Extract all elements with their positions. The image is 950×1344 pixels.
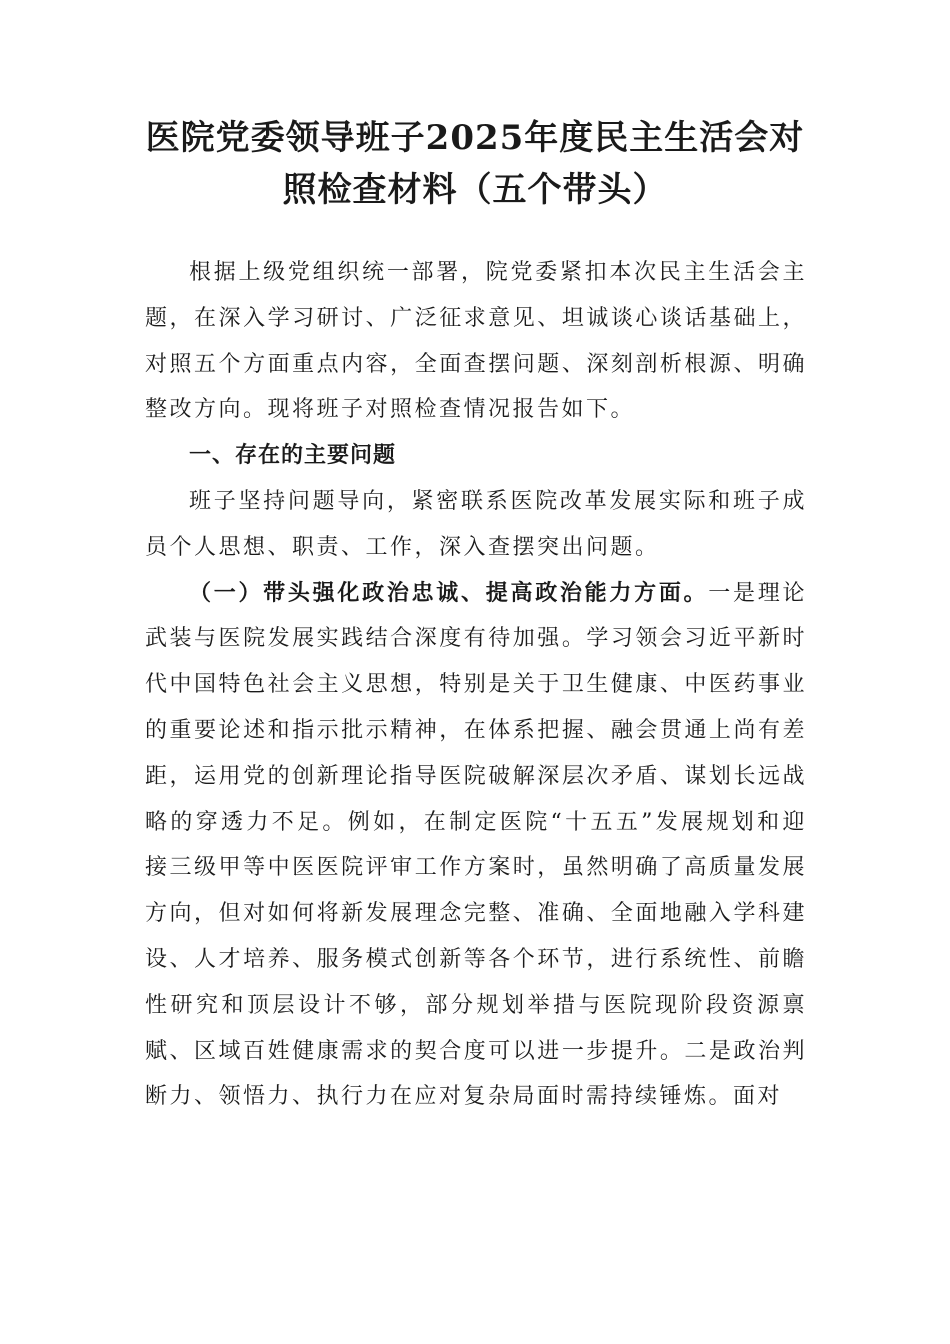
section-1-intro-paragraph: 班子坚持问题导向，紧密联系医院改革发展实际和班子成员个人思想、职责、工作，深入查摆突出问题。 <box>145 488 807 560</box>
subsection-1-paragraph <box>145 571 807 1121</box>
document-title <box>120 112 830 216</box>
subsection-1-text: 一是理论武装与医院发展实践结合深度有待加强。学习领会习近平新时代中国特色社会主义思想，特别是关于卫生健康、中医药事业的重要论述和指示批示精神，在体系把握、融会贯通上尚有差距，运用党的创新理论指导医院破解深层次矛盾、谋划长远战略的穿透力不足。例如，在制定医院“十五五”发展规划和迎接三级甲等中医医院评审工作方案时，虽然明确了高质量发展方向，但对如何将新发展理念完整、准确、全面地融入学科建设、人才培养、服务模式创新等各个环节，进行系统性、前瞻性研究和顶层设计不够，部分规划举措与医院现阶段资源禀赋、区域百姓健康需求的契合度可以进一步提升。二是政治判断力、领悟力、执行力在应对复杂局面时需持续锤炼。面对 <box>145 580 807 1110</box>
intro-paragraph: 根据上级党组织统一部署，院党委紧扣本次民主生活会主题，在深入学习研讨、广泛征求意见、坦诚谈心谈话基础上，对照五个方面重点内容，全面查摆问题、深刻剖析根源、明确整改方向。现将班子对照检查情况报告如下。 <box>145 260 807 423</box>
subsection-1-lead: （一）带头强化政治忠诚、提高政治能力方面。 <box>189 579 709 606</box>
document-body <box>145 250 807 1120</box>
section-heading-1: 一、存在的主要问题 <box>189 443 397 469</box>
title-line-1: 医院党委领导班子2025年度民主生活会对 <box>145 118 805 158</box>
title-line-2: 照检查材料（五个带头） <box>282 170 668 210</box>
